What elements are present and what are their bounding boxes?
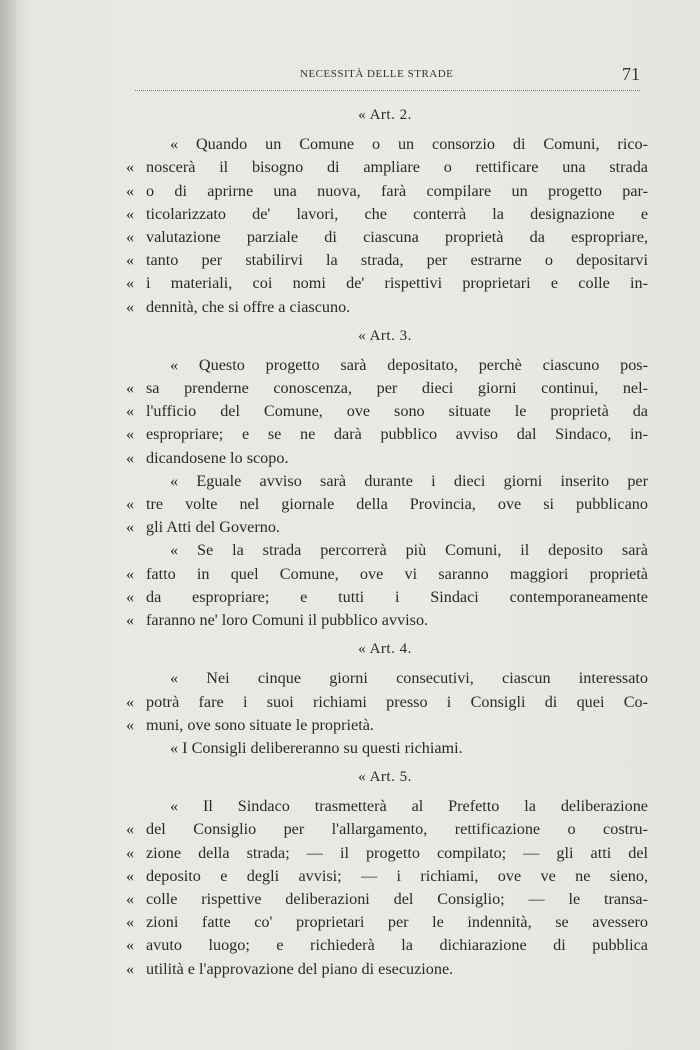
quote-mark: «: [126, 495, 135, 513]
line-text: muni, ove sono situate le proprietà.: [146, 715, 374, 734]
line-text: sa prenderne conoscenza, per dieci giorni continui, nel-: [146, 379, 648, 398]
quote-mark: «: [126, 587, 135, 606]
text-line: [122, 934, 648, 957]
page-number: 71: [622, 64, 640, 84]
text-line: [122, 563, 648, 586]
line-text: tre volte nel giornale della Provincia, ove si pubblicano: [146, 495, 648, 513]
text-line: [122, 203, 648, 226]
line-text: « Eguale avviso sarà durante i dieci giorni inserito per: [170, 471, 648, 490]
text-line: [122, 737, 648, 760]
text-line: [122, 539, 648, 562]
line-text: avuto luogo; e richiederà la dichiarazione di pubblica: [146, 936, 648, 955]
line-text: « I Consigli delibereranno su questi richiami.: [170, 738, 463, 757]
line-text: zione della strada; — il progetto compilato; — gli atti del: [146, 843, 648, 862]
running-title: NECESSITÀ DELLE STRADE: [300, 68, 454, 80]
line-text: da espropriare; e tutti i Sindaci contemporaneamente: [146, 587, 648, 606]
line-text: deposito e degli avvisi; — i richiami, ove ve ne sieno,: [146, 866, 648, 885]
quote-mark: «: [126, 379, 135, 398]
line-text: colle rispettive deliberazioni del Consiglio; — le transa-: [146, 890, 648, 908]
quote-mark: «: [126, 227, 135, 246]
text-line: [122, 180, 648, 203]
text-line: [122, 609, 648, 632]
line-text: potrà fare i suoi richiami presso i Consigli di quei Co-: [146, 692, 648, 711]
text-line: [122, 958, 648, 981]
text-line: [122, 354, 648, 377]
line-text: « Se la strada percorrerà più Comuni, il deposito sarà: [170, 541, 648, 560]
line-text: valutazione parziale di ciascuna proprietà da espropriare,: [146, 227, 648, 246]
article-5-heading: « Art. 5.: [358, 769, 412, 786]
text-line: [122, 691, 648, 714]
line-text: noscerà il bisogno di ampliare o rettificare una strada: [146, 158, 648, 177]
text-line: [122, 493, 648, 516]
text-line: [122, 249, 648, 272]
line-text: « Questo progetto sarà depositato, perchè ciascuno pos-: [170, 355, 648, 374]
line-text: « Il Sindaco trasmetterà al Prefetto la deliberazione: [170, 797, 648, 816]
quote-mark: «: [126, 402, 135, 421]
quote-mark: «: [126, 564, 135, 583]
text-line: [122, 133, 648, 156]
line-text: utilità e l'approvazione del piano di esecuzione.: [146, 959, 454, 978]
quote-mark: «: [126, 866, 135, 885]
text-line: [122, 470, 648, 493]
line-text: « Nei cinque giorni consecutivi, ciascun interessato: [170, 669, 648, 688]
text-line: [122, 156, 648, 179]
header-rule: [135, 90, 640, 91]
line-text: l'ufficio del Comune, ove sono situate le proprietà da: [146, 402, 648, 421]
quote-mark: «: [126, 181, 135, 200]
page-text: [122, 104, 648, 981]
line-text: o di aprirne una nuova, farà compilare un progetto par-: [146, 181, 648, 200]
line-text: « Quando un Comune o un consorzio di Comuni, rico-: [170, 135, 648, 154]
quote-mark: «: [126, 297, 135, 316]
quote-mark: «: [126, 425, 135, 444]
text-line: [122, 296, 648, 319]
text-line: [122, 516, 648, 539]
text-line: [122, 586, 648, 609]
quote-mark: «: [126, 913, 135, 932]
article-3-heading: « Art. 3.: [358, 327, 412, 344]
quote-mark: «: [126, 518, 135, 537]
text-line: [122, 667, 648, 690]
line-text: dennità, che si offre a ciascuno.: [146, 297, 351, 316]
line-text: fatto in quel Comune, ove vi saranno maggiori proprietà: [146, 564, 648, 583]
line-text: gli Atti del Governo.: [146, 518, 280, 537]
article-3-text: [122, 354, 648, 632]
quote-mark: «: [126, 610, 135, 629]
text-line: [122, 795, 648, 818]
article-5-text: [122, 795, 648, 981]
article-2-heading: « Art. 2.: [358, 107, 412, 123]
quote-mark: «: [126, 251, 135, 270]
quote-mark: «: [126, 715, 135, 734]
quote-mark: «: [126, 204, 135, 223]
quote-mark: «: [126, 448, 135, 467]
text-line: [122, 888, 648, 911]
line-text: ticolarizzato de' lavori, che conterrà la designazione e: [146, 204, 648, 223]
text-line: [122, 818, 648, 841]
text-line: [122, 377, 648, 400]
line-text: tanto per stabilirvi la strada, per estrarne o depositarvi: [146, 251, 648, 270]
quote-mark: «: [126, 274, 135, 293]
text-line: [122, 226, 648, 249]
quote-mark: «: [126, 959, 135, 978]
quote-mark: «: [126, 820, 135, 839]
text-line: [122, 714, 648, 737]
quote-mark: «: [126, 692, 135, 711]
quote-mark: «: [126, 158, 135, 177]
article-4-heading: « Art. 4.: [358, 641, 412, 658]
text-line: [122, 865, 648, 888]
text-line: [122, 842, 648, 865]
page-gutter: [0, 0, 16, 1050]
quote-mark: «: [126, 843, 135, 862]
text-line: [122, 400, 648, 423]
text-line: [122, 911, 648, 934]
text-line: [122, 272, 648, 295]
line-text: espropriare; e se ne darà pubblico avviso dal Sindaco, in-: [146, 425, 648, 444]
line-text: i materiali, coi nomi de' rispettivi proprietari e colle in-: [146, 274, 648, 293]
article-4-text: [122, 667, 648, 760]
text-line: [122, 447, 648, 470]
line-text: zioni fatte co' proprietari per le indennità, se avessero: [146, 913, 648, 932]
quote-mark: «: [126, 936, 135, 955]
text-line: [122, 423, 648, 446]
line-text: faranno ne' loro Comuni il pubblico avviso.: [146, 610, 429, 629]
line-text: dicandosene lo scopo.: [146, 448, 289, 467]
article-2-text: [122, 133, 648, 319]
quote-mark: «: [126, 890, 135, 908]
line-text: del Consiglio per l'allargamento, rettificazione o costru-: [146, 820, 648, 839]
